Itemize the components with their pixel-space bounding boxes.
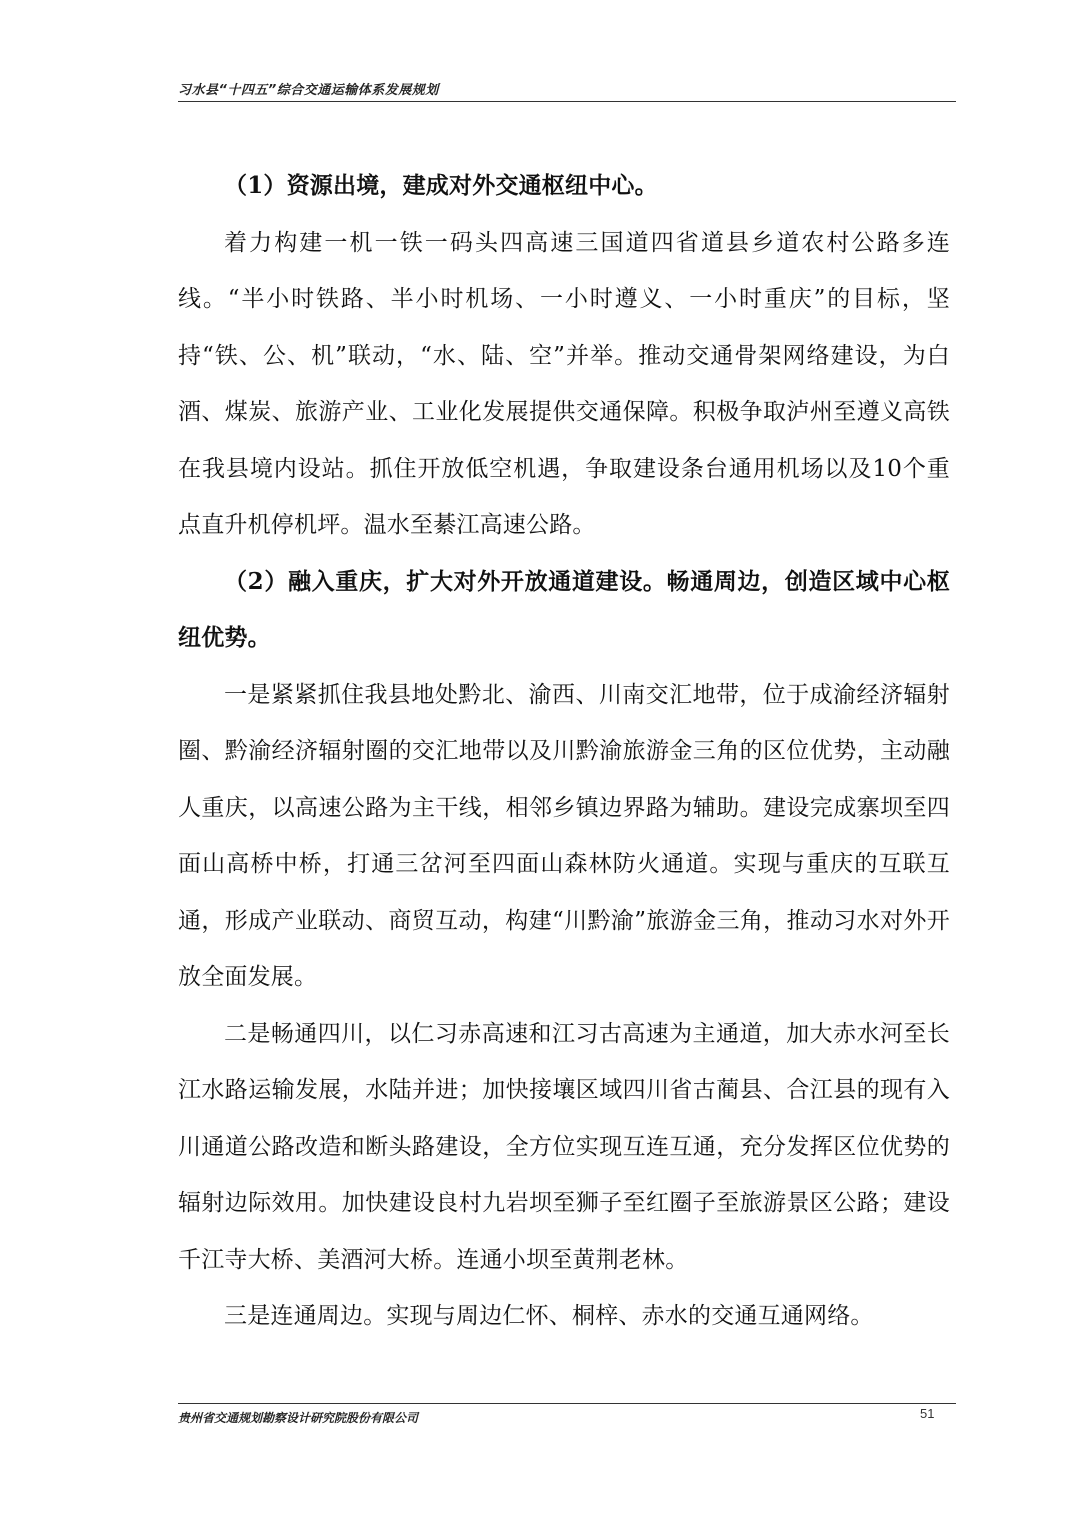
- header-divider: [178, 101, 956, 102]
- footer-company: 贵州省交通规划勘察设计研究院股份有限公司: [178, 1411, 419, 1425]
- page-header: [178, 79, 956, 101]
- paragraph: 着力构建一机一铁一码头四高速三国道四省道县乡道农村公路多连线。“半小时铁路、半小时机场、一小时遵义、一小时重庆”的目标，坚持“铁、公、机”联动，“水、陆、空”并举。推动交通骨架网络建设，为白酒、煤炭、旅游产业、工业化发展提供交通保障。积极争取泸州至遵义高铁在我县境内设站。抓住开放低空机遇，争取建设条台通用机场以及10个重点直升机停机坪。温水至綦江高速公路。: [178, 229, 950, 538]
- paragraph: 三是连通周边。实现与周边仁怀、桐梓、赤水的交通互通网络。: [224, 1303, 874, 1329]
- paragraph: 二是畅通四川，以仁习赤高速和江习古高速为主通道，加大赤水河至长江水路运输发展，水陆并进；加快接壤区域四川省古蔺县、合江县的现有入川通道公路改造和断头路建设，全方位实现互连互通，充分发挥区位优势的辐射边际效用。加快建设良村九岩坝至狮子至红圈子至旅游景区公路；建设千江寺大桥、美酒河大桥。连通小坝至黄荆老林。: [178, 1020, 950, 1273]
- header-title: 习水县“十四五”综合交通运输体系发展规划: [178, 83, 439, 98]
- document-body: [178, 158, 950, 1345]
- section-heading-1: （1）资源出境，建成对外交通枢纽中心。: [224, 172, 658, 199]
- paragraph: 一是紧紧抓住我县地处黔北、渝西、川南交汇地带，位于成渝经济辐射圈、黔渝经济辐射圈的交汇地带以及川黔渝旅游金三角的区位优势，主动融人重庆，以高速公路为主干线，相邻乡镇边界路为辅助。建设完成寨坝至四面山高桥中桥，打通三岔河至四面山森林防火通道。实现与重庆的互联互通，形成产业联动、商贸互动，构建“川黔渝”旅游金三角，推动习水对外开放全面发展。: [178, 681, 950, 990]
- section-heading-2: （2）融入重庆，扩大对外开放通道建设。畅通周边，创造区域中心枢纽优势。: [178, 567, 950, 651]
- page-number: 51: [920, 1406, 935, 1421]
- footer-divider: [178, 1403, 956, 1404]
